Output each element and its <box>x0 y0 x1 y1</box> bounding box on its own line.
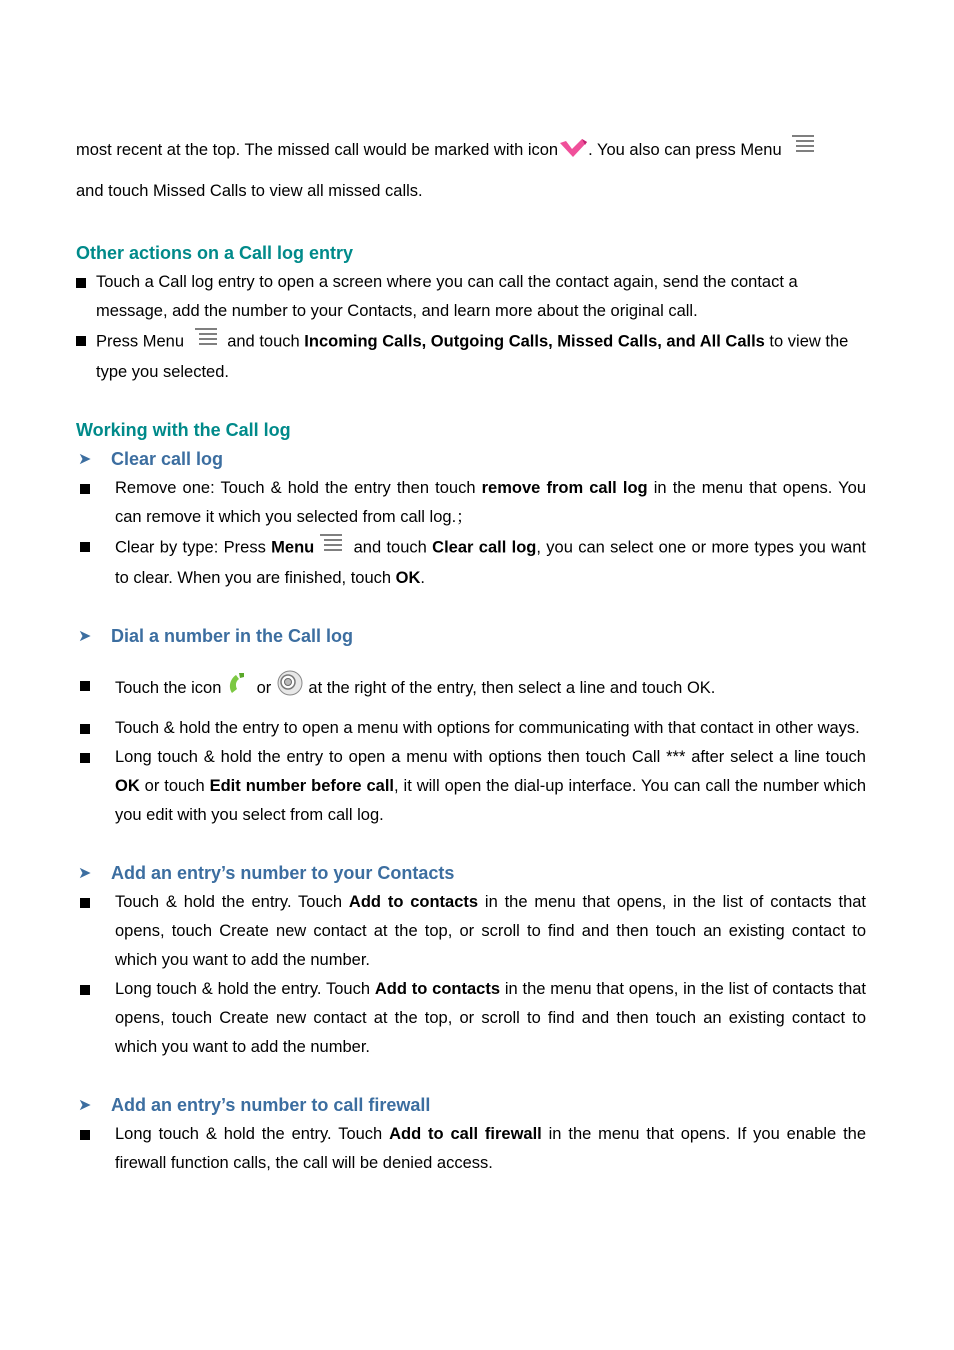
menu-icon <box>193 326 219 358</box>
list-item: Touch the icon or at the right of the entry, then select a line and touch OK. <box>76 669 866 708</box>
list-item: Long touch & hold the entry. Touch Add to call firewall in the menu that opens. If you enable the firewall function calls, the call will be denied access. <box>76 1120 866 1178</box>
list-item: Clear by type: Press Menu and touch Clear call log, you can select one or more types you want to clear. When you are finished, touch OK. <box>76 532 866 593</box>
menu-icon <box>790 132 816 169</box>
arrow-bullet-icon: ➤ <box>78 628 92 645</box>
document-page <box>76 132 866 1178</box>
list-item: Long touch & hold the entry to open a menu with options then touch Call *** after select a line touch OK or touch Edit number before call, it will open the dial-up interface. You can call the number which you edit with you select from call log. <box>76 743 866 830</box>
subheading-add-to-contacts: ➤ Add an entry’s number to your Contacts <box>76 859 866 888</box>
list-item: Touch & hold the entry to open a menu with options for communicating with that contact in other ways. <box>76 714 866 743</box>
green-phone-icon <box>226 671 252 708</box>
arrow-bullet-icon: ➤ <box>78 1097 92 1114</box>
subheading-dial-number: ➤ Dial a number in the Call log <box>76 622 866 651</box>
arrow-bullet-icon: ➤ <box>78 451 92 468</box>
heading-other-actions: Other actions on a Call log entry <box>76 243 354 263</box>
heading-working-call-log: Working with the Call log <box>76 420 291 440</box>
subheading-clear-call-log: ➤ Clear call log <box>76 445 866 474</box>
list-item: Touch a Call log entry to open a screen where you can call the contact again, send the contact a message, add the number to your Contacts, and learn more about the original call. <box>76 268 866 326</box>
list-item: Touch & hold the entry. Touch Add to contacts in the menu that opens, in the list of contacts that opens, touch Create new contact at the top, or scroll to find and then touch an existing contact to which you want to add the number. <box>76 888 866 975</box>
dial-button-icon <box>276 669 304 708</box>
arrow-bullet-icon: ➤ <box>78 865 92 882</box>
subheading-add-to-firewall: ➤ Add an entry’s number to call firewall <box>76 1091 866 1120</box>
list-item: Long touch & hold the entry. Touch Add to contacts in the menu that opens, in the list of contacts that opens, touch Create new contact at the top, or scroll to find and then touch an existing contact to which you want to add the number. <box>76 975 866 1062</box>
missed-call-icon <box>558 136 588 173</box>
menu-icon <box>318 532 344 564</box>
intro-paragraph: most recent at the top. The missed call would be marked with icon . You also can press Menu and touch Missed Calls to view all missed calls. <box>76 132 866 210</box>
list-item: Press Menu and touch Incoming Calls, Outgoing Calls, Missed Calls, and All Calls to view the type you selected. <box>76 326 866 387</box>
list-item: Remove one: Touch & hold the entry then touch remove from call log in the menu that opens. You can remove it which you selected from call log.； <box>76 474 866 532</box>
